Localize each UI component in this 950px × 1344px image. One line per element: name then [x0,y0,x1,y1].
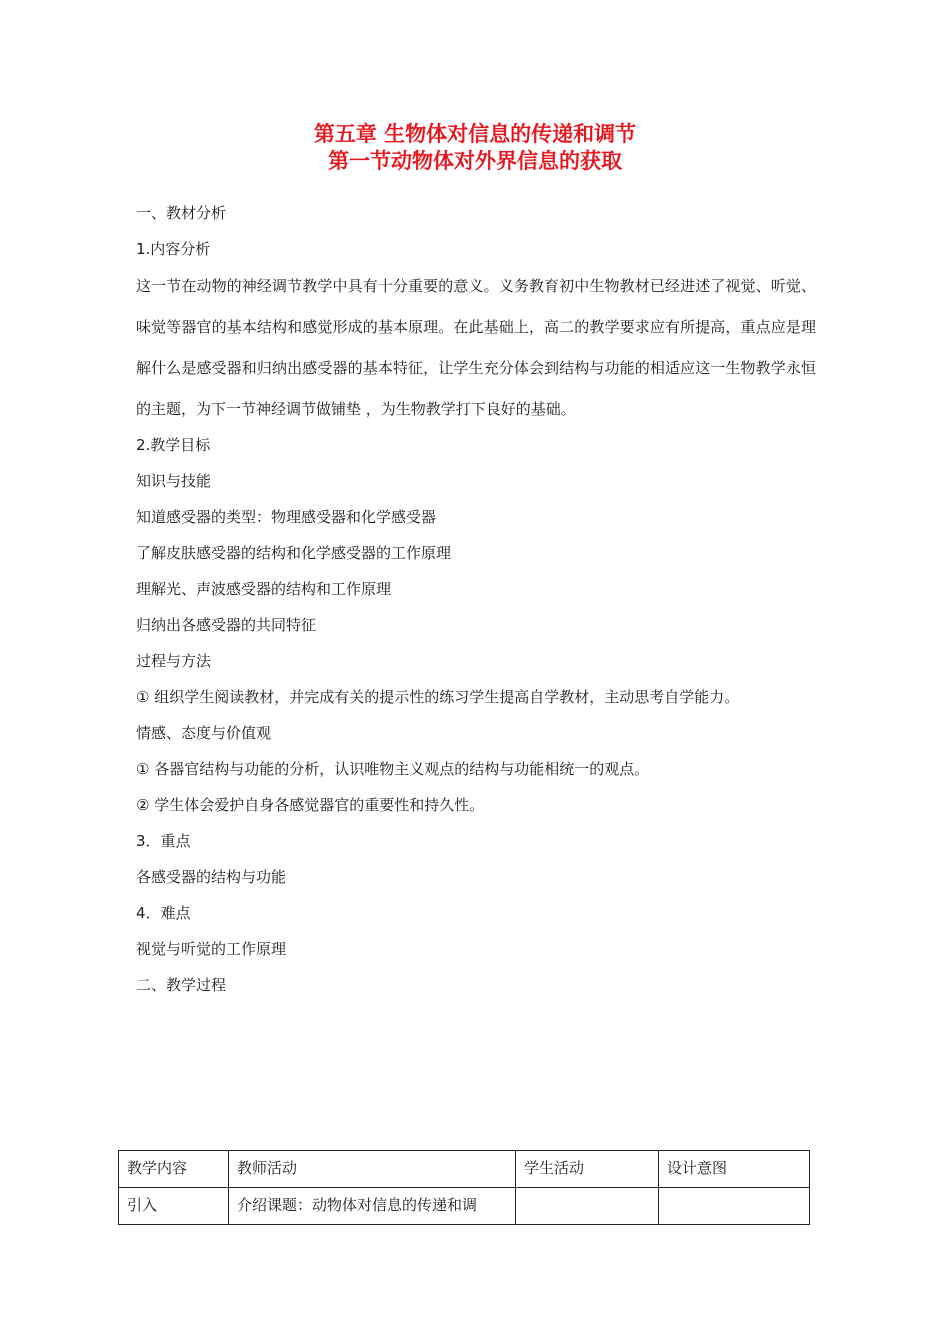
process-item: ① 组织学生阅读教材，并完成有关的提示性的练习学生提高自学教材，主动思考自学能力。 [136,688,740,706]
heading-difficulties: 4．难点 [136,904,191,922]
heading-content-analysis: 1.内容分析 [136,240,211,258]
table-row [119,1188,810,1225]
table-header-cell: 教学内容 [119,1151,229,1188]
heading-teaching-process: 二、教学过程 [136,976,227,994]
table-cell [659,1188,810,1225]
key-points-text: 各感受器的结构与功能 [136,868,287,886]
table-cell: 介绍课题：动物体对信息的传递和调 [229,1188,516,1225]
section-title: 第一节动物体对外界信息的获取 [328,149,622,173]
table-cell [516,1188,659,1225]
table-header-cell: 学生活动 [516,1151,659,1188]
knowledge-item: 知道感受器的类型：物理感受器和化学感受器 [136,508,437,526]
heading-emotion-values: 情感、态度与价值观 [136,724,272,742]
chapter-title: 第五章 生物体对信息的传递和调节 [313,122,637,146]
document-body [136,198,816,1006]
table-cell: 引入 [119,1188,229,1225]
teaching-process-table [118,1150,810,1225]
heading-teaching-goals: 2.教学目标 [136,436,211,454]
knowledge-item: 理解光、声波感受器的结构和工作原理 [136,580,392,598]
knowledge-item: 了解皮肤感受器的结构和化学感受器的工作原理 [136,544,452,562]
table-header-cell: 教师活动 [229,1151,516,1188]
heading-knowledge-skills: 知识与技能 [136,472,212,490]
heading-process-method: 过程与方法 [136,652,212,670]
table-header-row [119,1151,810,1188]
heading-materials-analysis: 一、教材分析 [136,204,227,222]
knowledge-item: 归纳出各感受器的共同特征 [136,616,317,634]
table-header-cell: 设计意图 [659,1151,810,1188]
emotion-item: ① 各器官结构与功能的分析，认识唯物主义观点的结构与功能相统一的观点。 [136,760,650,778]
content-analysis-paragraph: 这一节在动物的神经调节教学中具有十分重要的意义。义务教育初中生物教材已经进述了视觉、听觉、味觉等器官的基本结构和感觉形成的基本原理。在此基础上，高二的教学要求应有所提高，重点应是理解什么是感受器和归纳出感受器的基本特征，让学生充分体会到结构与功能的相适应这一生物教学永恒的主题，为下一节神经调节做铺垫 ，为生物教学打下良好的基础。 [136,277,816,418]
difficulties-text: 视觉与听觉的工作原理 [136,940,287,958]
emotion-item: ② 学生体会爱护自身各感觉器官的重要性和持久性。 [136,796,485,814]
heading-key-points: 3．重点 [136,832,191,850]
